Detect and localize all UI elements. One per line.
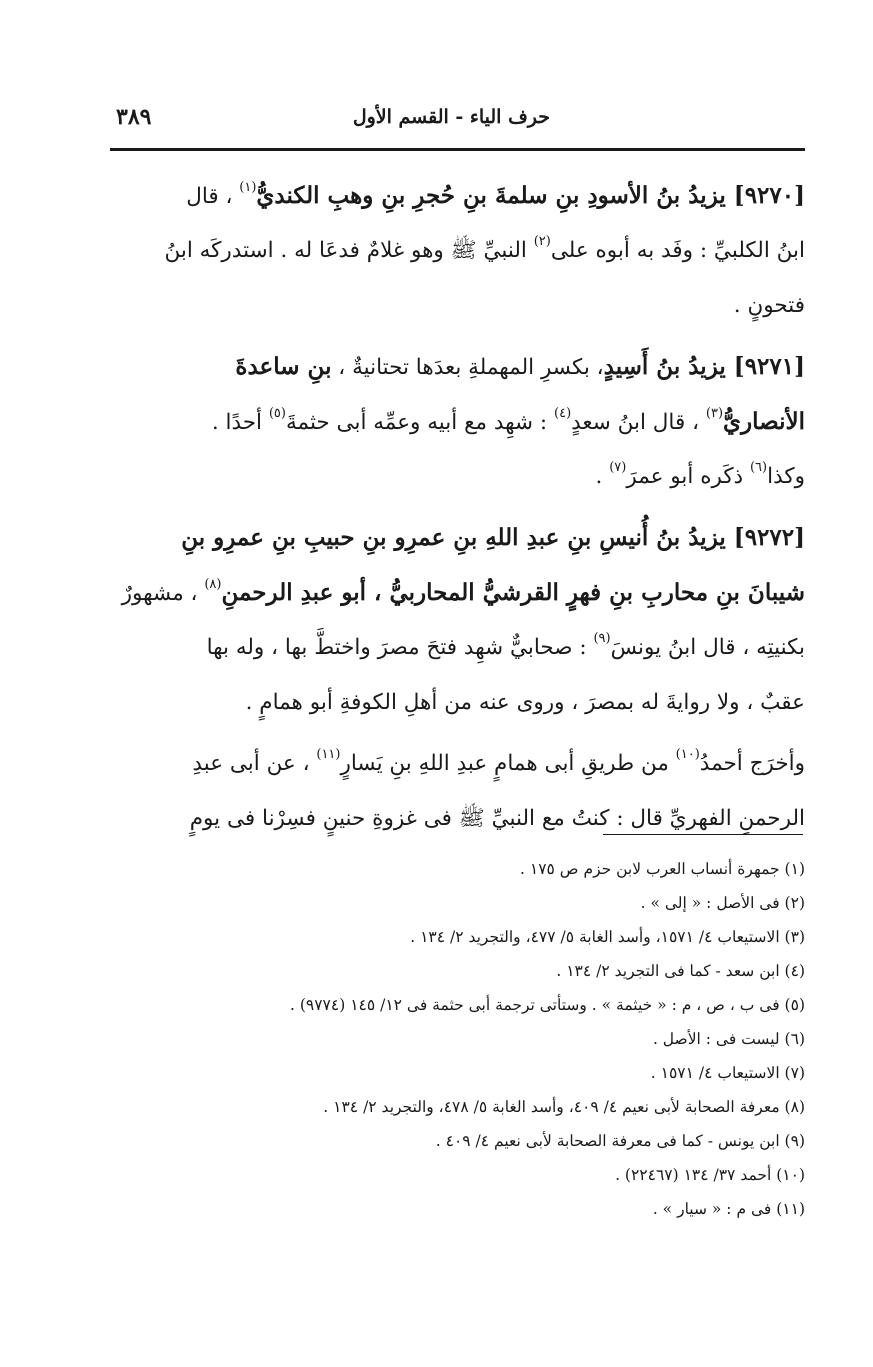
text-line [110,394,805,449]
text-line [110,449,805,504]
entry-heading: بنِ ساعدةَ [235,353,332,380]
text-run: ابنُ الكلبيِّ : وفَد به أبوه على [550,238,805,263]
footnote: (٢) فى الأصل : « إلى » . [640,894,805,912]
footnotes [110,852,805,1226]
text-line [110,168,805,223]
entry-paragraph [110,510,805,730]
footnote-ref: (١) [239,180,257,195]
footnote: (٦) ليست فى : الأصل . [652,1030,805,1048]
text-run: ، بكسرِ المهملةِ بعدَها تحتانيةٌ ، [331,355,604,380]
footnote: (٤) ابن سعد - كما فى التجريد ٢/ ١٣٤ . [556,962,805,980]
entry-heading: [٩٢٧١] يزيدُ بنُ أَسِيدٍ [603,353,805,380]
footnote: (٣) الاستيعاب ٤/ ١٥٧١، وأسد الغابة ٥/ ٤٧٧، والتجريد ٢/ ١٣٤ . [410,928,805,946]
text-run: : صحابيٌّ شهِد فتحَ مصرَ واختطَّ بها ، وله بها [206,635,594,660]
entry-heading: [٩٢٧٢] يزيدُ بنُ أُنيسِ بنِ عبدِ اللهِ بنِ عمرِو بنِ حبيبِ بنِ عمرِو بنِ [181,524,805,551]
main-text [110,168,805,852]
entry-paragraph [110,339,805,504]
text-line [110,791,805,846]
text-run: بكنيتِه ، قال ابنُ يونسَ [610,635,805,660]
footnote-ref: (٢) [533,234,551,249]
footnote: (٧) الاستيعاب ٤/ ١٥٧١ . [650,1064,805,1082]
footnote: (٥) فى ب ، ص ، م : « خيثمة » . وستأتى ترجمة أبى حثمة فى ١٢/ ١٤٥ (٩٧٧٤) . [289,996,805,1014]
text-line [110,565,805,620]
page-number: ٣٨٩ [116,104,152,130]
text-run: فتحونٍ . [733,293,805,318]
text-line [110,339,805,394]
footnote-ref: (٥) [268,406,286,421]
text-line [110,510,805,565]
footnote-ref: (٤) [554,406,572,421]
footnote: (١٠) أحمد ٣٧/ ١٣٤ (٢٢٤٦٧) . [615,1166,805,1184]
text-run: ذكَره أبو عمرَ [626,464,750,489]
footnote-ref: (٧) [609,460,627,475]
text-run: النبيِّ ﷺ وهو غلامٌ فدعَا له . استدركَه ابنُ [164,238,534,263]
running-title: حرف الياء - القسم الأول [352,106,550,128]
text-run: عقبٌ ، ولا روايةَ له بمصرَ ، وروى عنه من أهلِ الكوفةِ أبو همامٍ . [245,690,805,715]
text-line [110,736,805,791]
text-line [110,223,805,278]
text-line [110,675,805,730]
footnote-ref: (١١) [316,747,341,762]
text-run: : شهِد مع أبيه وعمِّه أبى حثمةَ [285,410,554,435]
text-run: من طريقِ أبى همامٍ عبدِ اللهِ بنِ يَسارٍ [340,751,676,776]
footnote-ref: (٦) [749,460,768,475]
entry-paragraph [110,736,805,846]
entry-heading: الأنصاريُّ [723,408,805,435]
footnote-ref: (٩) [593,631,611,646]
text-run: وأخرَج أحمدُ [699,751,805,776]
text-run: أحدًا . [211,410,269,435]
footnote-separator [603,834,803,835]
footnote-ref: (١٠) [675,747,700,762]
text-run: وكذا [767,464,805,489]
text-run: الرحمنِ الفهريِّ قال : كنتُ مع النبيِّ ﷺ فى غزوةِ حنينٍ فسِرْنا فى يومٍ [189,806,805,831]
header-rule [110,148,805,151]
text-line [110,278,805,333]
text-run: ، قال ابنُ سعدٍ [571,410,706,435]
text-run: ، مشهورٌ [121,581,205,606]
text-run: ، قال [186,184,240,209]
text-run: . [595,464,610,489]
entry-heading: [٩٢٧٠] يزيدُ بنُ الأسودِ بنِ سلمةَ بنِ حُجرِ بنِ وهبِ الكنديُّ [256,182,805,209]
text-line [110,620,805,675]
footnote: (٩) ابن يونس - كما فى معرفة الصحابة لأبى نعيم ٤/ ٤٠٩ . [435,1132,805,1150]
footnote: (١١) فى م : « سيار » . [652,1200,805,1218]
footnote-ref: (٨) [204,577,222,592]
footnote-ref: (٣) [705,406,724,421]
entry-paragraph [110,168,805,333]
text-run: ، عن أبى عبدِ [192,751,317,776]
footnote: (١) جمهرة أنساب العرب لابن حزم ص ١٧٥ . [520,860,805,878]
entry-heading: شيبانَ بنِ محاربِ بنِ فهرٍ القرشيُّ المحاربيُّ ، أبو عبدِ الرحمنِ [221,579,805,606]
footnote: (٨) معرفة الصحابة لأبى نعيم ٤/ ٤٠٩، وأسد الغابة ٥/ ٤٧٨، والتجريد ٢/ ١٣٤ . [323,1098,805,1116]
page-header [110,100,805,140]
